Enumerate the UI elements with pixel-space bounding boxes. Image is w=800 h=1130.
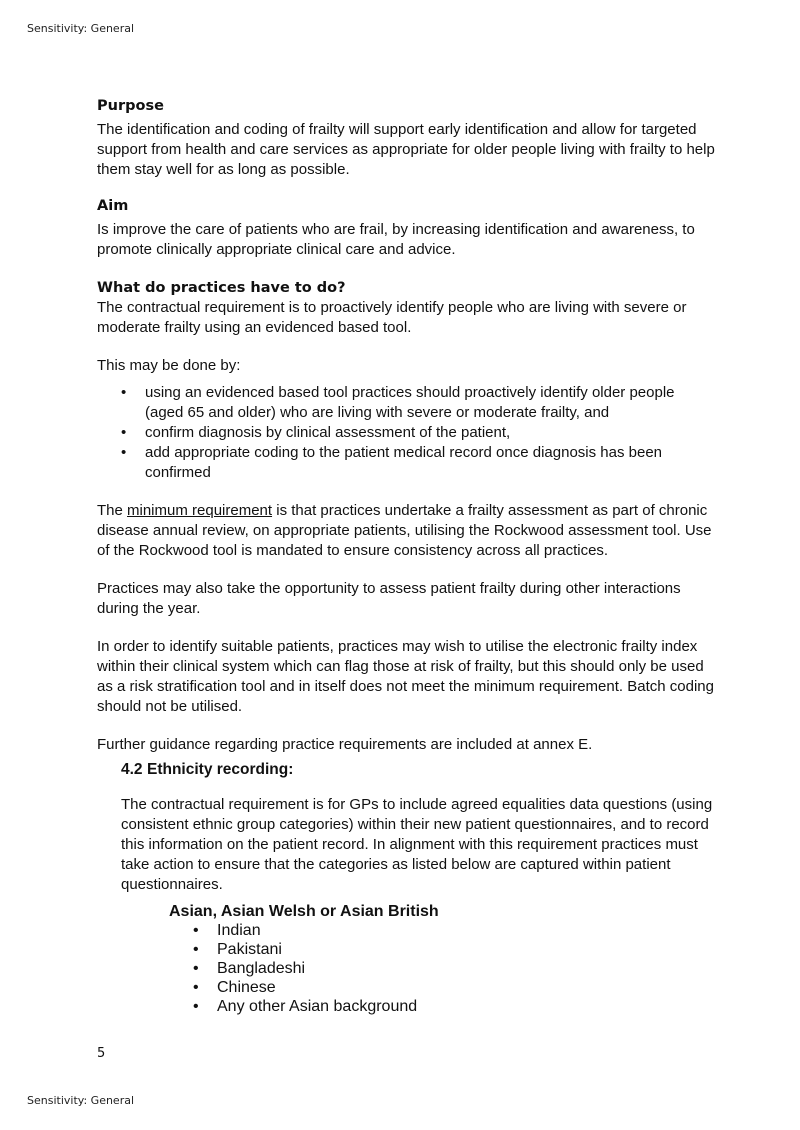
list-item: • Indian (169, 921, 439, 940)
efi-paragraph: In order to identify suitable patients, practices may wish to utilise the electronic frailty index within their clinical system which can flag those at risk of frailty, but this should only be used as a risk stratification tool and in itself does not meet the minimum requirement. Batch coding should not be utilised. (97, 638, 714, 715)
practices-text: The contractual requirement is to proactively identify people who are living with severe or moderate frailty using an evidenced based tool. (97, 299, 687, 336)
minimum-requirement-paragraph (97, 501, 717, 561)
purpose-text: The identification and coding of frailty will support early identification and allow for targeted support from health and care services as appropriate for older people living with frailty to help them stay well for as long as possible. (97, 121, 715, 178)
list-item: • Bangladeshi (169, 959, 439, 978)
opportunity-paragraph: Practices may also take the opportunity to assess patient frailty during other interactions during the year. (97, 580, 681, 617)
further-guidance-paragraph: Further guidance regarding practice requirements are included at annex E. (97, 736, 593, 753)
document-body (97, 96, 717, 755)
minimum-requirement-link: minimum requirement (127, 502, 273, 519)
practices-bullet-list (97, 383, 717, 483)
ethnicity-text: The contractual requirement is for GPs to include agreed equalities data questions (using consistent ethnic group categories) within their new patient questionnaires, and to record this information on the patient record. In alignment with this requirement practices must take action to ensure that the categories as listed below are captured within patient questionnaires. (121, 796, 713, 893)
list-item: • confirm diagnosis by clinical assessment of the patient, (97, 423, 717, 443)
list-item: • Any other Asian background (169, 997, 439, 1016)
purpose-heading: Purpose (97, 98, 164, 114)
list-item: • Pakistani (169, 940, 439, 959)
practices-heading: What do practices have to do? (97, 280, 346, 296)
min-req-rest: is that practices undertake a frailty assessment as part of chronic disease annual review, on appropriate patients, utilising the Rockwood assessment tool. Use of the Rockwood tool is mandated to ensure consistency across all practices. (97, 502, 712, 559)
list-item: • Chinese (169, 978, 439, 997)
sensitivity-label-bottom: Sensitivity: General (27, 1094, 135, 1107)
list-item: • using an evidenced based tool practices should proactively identify older people (aged 65 and older) who are living with severe or moderate frailty, and (97, 383, 717, 423)
page-number: 5 (97, 1046, 106, 1061)
section-title: Ethnicity recording: (147, 761, 294, 778)
practices-intro: This may be done by: (97, 357, 241, 374)
aim-heading: Aim (97, 198, 129, 214)
min-req-prefix: The (97, 502, 128, 519)
ethnic-group-list (169, 921, 439, 1016)
section-number: 4.2 (121, 761, 143, 778)
ethnic-group-title: Asian, Asian Welsh or Asian British (169, 903, 439, 920)
aim-text: Is improve the care of patients who are frail, by increasing identification and awareness, to promote clinically appropriate clinical care and advice. (97, 221, 695, 258)
sensitivity-label-top: Sensitivity: General (27, 22, 135, 35)
list-item: • add appropriate coding to the patient medical record once diagnosis has been confirmed (97, 443, 717, 483)
ethnicity-heading (121, 760, 721, 780)
ethnic-group-block (169, 902, 439, 1016)
ethnicity-section (121, 760, 721, 895)
